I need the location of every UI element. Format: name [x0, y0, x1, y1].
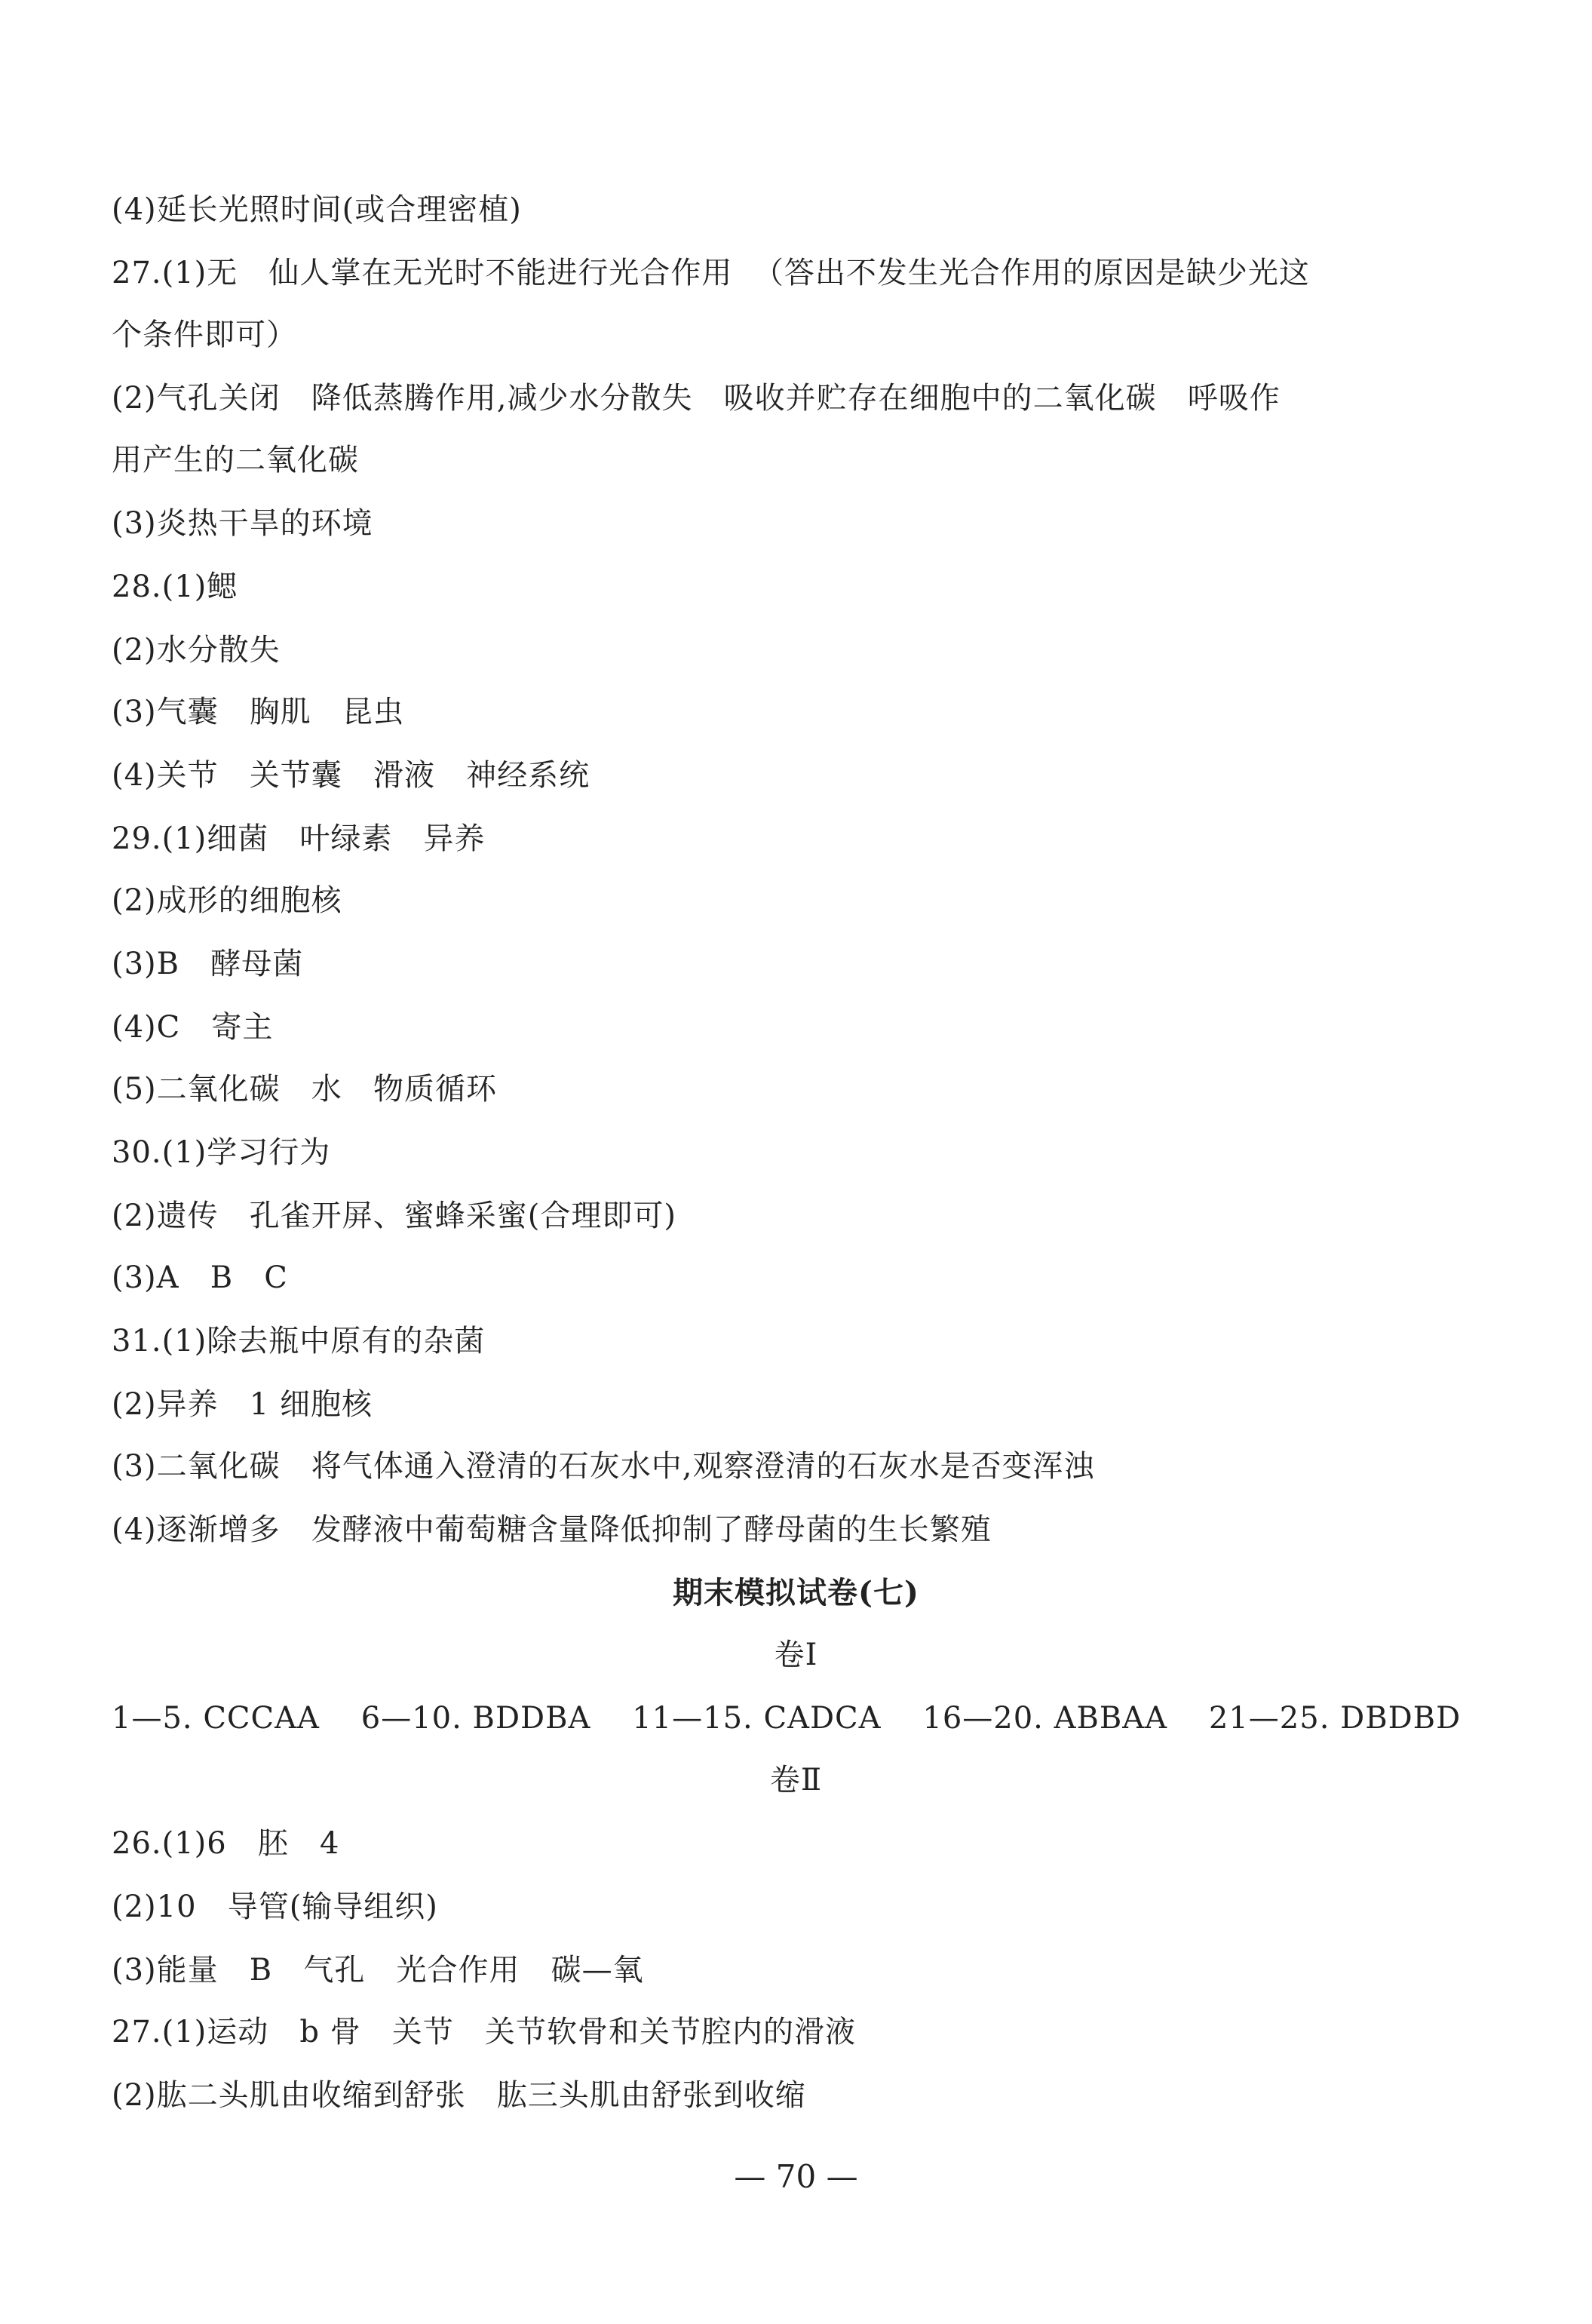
answer-line: (4)逐渐增多 发酵液中葡萄糖含量降低抑制了酵母菌的生长繁殖 — [112, 1512, 992, 1547]
answer-line: (4)C 寄主 — [112, 1010, 274, 1045]
answer-line: 31.(1)除去瓶中原有的杂菌 — [112, 1324, 486, 1358]
answer-line: (2)成形的细胞核 — [112, 883, 342, 918]
answer-line: (2)10 导管(输导组织) — [112, 1890, 438, 1924]
answer-line: (2)水分散失 — [112, 633, 281, 668]
answer-line: (4)延长光照时间(或合理密植) — [112, 192, 522, 227]
answer-line: (2)肱二头肌由收缩到舒张 肱三头肌由舒张到收缩 — [112, 2078, 806, 2113]
part-title: 卷Ⅱ — [769, 1763, 823, 1797]
part-title: 卷Ⅰ — [774, 1638, 818, 1672]
answer-line: 26.(1)6 胚 4 — [112, 1826, 340, 1861]
choice-answers: 1—5. CCCAA 6—10. BDDBA 11—15. CADCA 16—20. ABBAA 21—25. DBDBD — [112, 1701, 1462, 1736]
page-number: — 70 — — [734, 2158, 858, 2195]
answer-line: 用产生的二氧化碳 — [112, 443, 359, 477]
section-title: 期末模拟试卷(七) — [673, 1575, 919, 1610]
answer-line: (2)遗传 孔雀开屏、蜜蜂采蜜(合理即可) — [112, 1199, 677, 1233]
answer-line: 27.(1)运动 b 骨 关节 关节软骨和关节腔内的滑液 — [112, 2015, 857, 2049]
answer-line: (2)气孔关闭 降低蒸腾作用,减少水分散失 吸收并贮存在细胞中的二氧化碳 呼吸作 — [112, 381, 1281, 416]
answer-line: (3)气囊 胸肌 昆虫 — [112, 695, 404, 729]
answer-line: 28.(1)鳃 — [112, 569, 238, 604]
answer-line: (3)炎热干旱的环境 — [112, 506, 373, 541]
answer-line: (3)二氧化碳 将气体通入澄清的石灰水中,观察澄清的石灰水是否变浑浊 — [112, 1449, 1095, 1484]
answer-line: 30.(1)学习行为 — [112, 1135, 331, 1170]
answer-line: (4)关节 关节囊 滑液 神经系统 — [112, 758, 590, 793]
answer-line: (3)能量 B 气孔 光合作用 碳—氧 — [112, 1953, 644, 1988]
answer-line: 27.(1)无 仙人掌在无光时不能进行光合作用 （答出不发生光合作用的原因是缺少光这 — [112, 256, 1310, 290]
answer-line: 个条件即可） — [112, 318, 297, 352]
answer-line: (3)B 酵母菌 — [112, 947, 304, 981]
answer-line: 29.(1)细菌 叶绿素 异养 — [112, 821, 486, 856]
answer-line: (5)二氧化碳 水 物质循环 — [112, 1072, 497, 1107]
answer-line: (3)A B C — [112, 1260, 288, 1295]
answer-line: (2)异养 1 细胞核 — [112, 1387, 373, 1422]
